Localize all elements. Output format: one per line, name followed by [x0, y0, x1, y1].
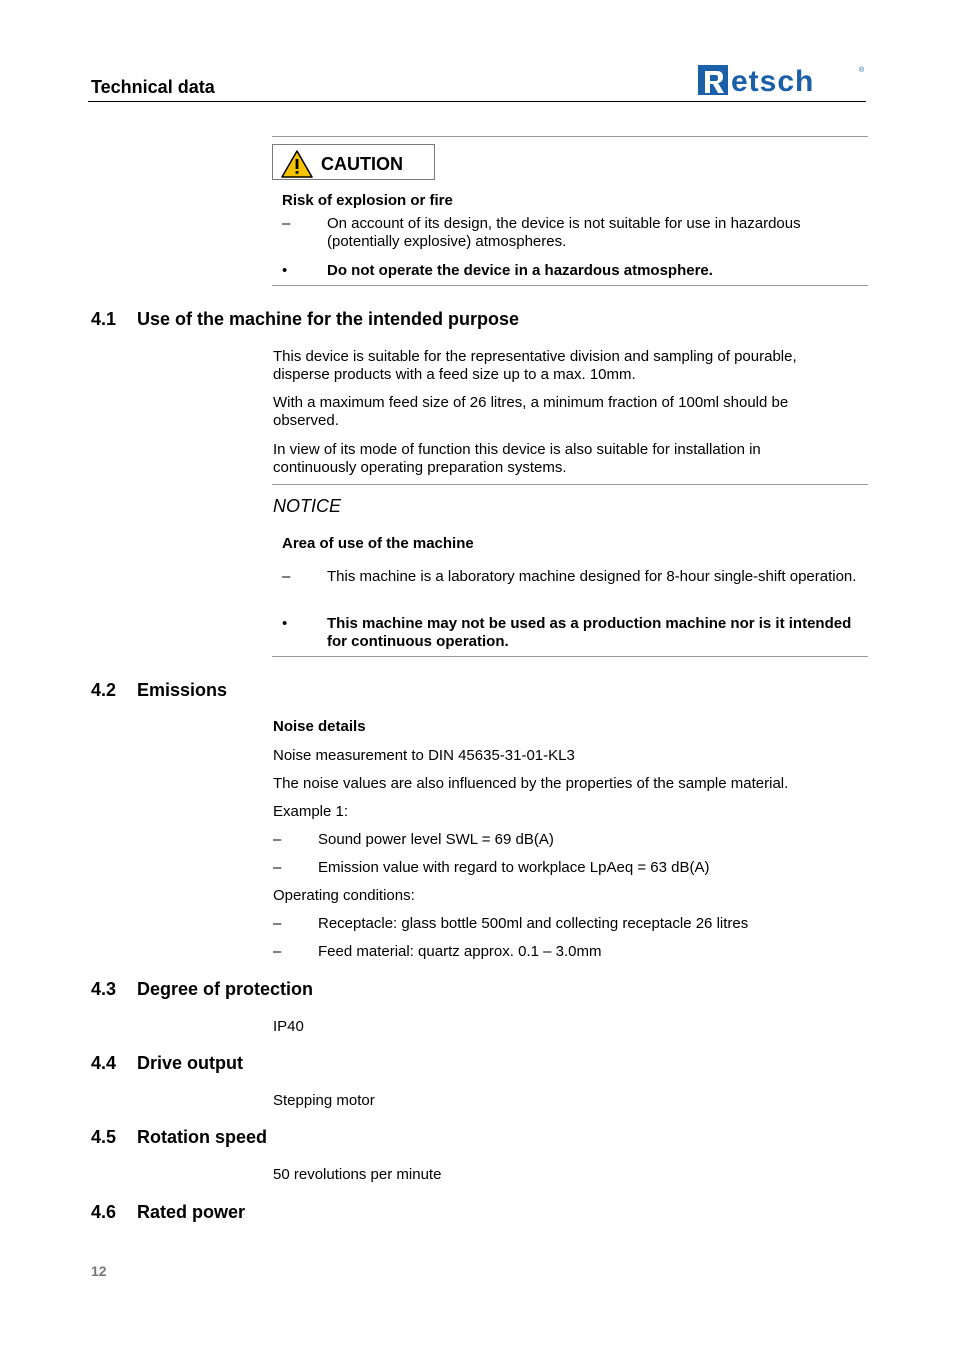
list-item: Receptacle: glass bottle 500ml and collecting receptacle 26 litres — [318, 915, 749, 932]
notice-bottom-rule — [272, 656, 868, 657]
caution-bottom-rule — [272, 285, 868, 286]
list-item: Emission value with regard to workplace LpAeq = 63 dB(A) — [318, 859, 710, 876]
caution-item-text: On account of its design, the device is not suitable for use in hazardous (potentially explosive) atmospheres. — [327, 215, 801, 250]
warning-triangle-icon — [281, 150, 313, 178]
section-4-2-heading — [91, 680, 691, 702]
caution-box — [272, 144, 435, 180]
section-number: 4.6 — [91, 1202, 117, 1222]
section-4-3-heading — [91, 979, 691, 1001]
notice-label: NOTICE — [273, 496, 342, 516]
section-4-4-heading — [91, 1053, 691, 1075]
section-title: Use of the machine for the intended purpose — [137, 309, 520, 329]
notice-bullet: • — [282, 615, 288, 632]
drive-output-value: Stepping motor — [273, 1092, 375, 1109]
list-dash: – — [273, 831, 282, 848]
list-item: Feed material: quartz approx. 0.1 – 3.0mm — [318, 943, 602, 960]
section-4-6-heading — [91, 1202, 691, 1224]
caution-label: CAUTION — [321, 154, 403, 174]
section-number: 4.2 — [91, 680, 117, 700]
caution-bullet-text: Do not operate the device in a hazardous atmosphere. — [327, 262, 713, 279]
section-number: 4.1 — [91, 309, 117, 329]
paragraph: In view of its mode of function this device is also suitable for installation in continuously operating preparation systems. — [273, 441, 761, 476]
rotation-speed-value: 50 revolutions per minute — [273, 1166, 442, 1183]
page-header-title: Technical data — [91, 77, 215, 97]
section-title: Rated power — [137, 1202, 246, 1222]
page-number: 12 — [91, 1263, 107, 1279]
list-dash: – — [273, 915, 282, 932]
section-title: Degree of protection — [137, 979, 314, 999]
notice-heading: Area of use of the machine — [282, 535, 474, 552]
section-number: 4.3 — [91, 979, 117, 999]
caution-heading: Risk of explosion or fire — [282, 192, 453, 209]
section-number: 4.4 — [91, 1053, 117, 1073]
example-label: Example 1: — [273, 803, 349, 820]
section-number: 4.5 — [91, 1127, 117, 1147]
list-item: Sound power level SWL = 69 dB(A) — [318, 831, 554, 848]
svg-text:®: ® — [859, 67, 865, 74]
section-4-1-heading — [91, 309, 691, 331]
list-dash: – — [273, 943, 282, 960]
section-title: Rotation speed — [137, 1127, 268, 1147]
paragraph: With a maximum feed size of 26 litres, a minimum fraction of 100ml should be observed. — [273, 394, 789, 429]
section-4-5-heading — [91, 1127, 691, 1149]
list-dash: – — [273, 859, 282, 876]
header-rule — [88, 101, 866, 102]
section-title: Emissions — [137, 680, 228, 700]
caution-bullet: • — [282, 262, 288, 279]
section-title: Drive output — [137, 1053, 243, 1073]
notice-top-rule — [272, 484, 868, 485]
notice-item-text: This machine is a laboratory machine designed for 8-hour single-shift operation. — [327, 568, 857, 585]
caution-dash: – — [282, 215, 291, 232]
noise-measurement: Noise measurement to DIN 45635-31-01-KL3 — [273, 747, 575, 764]
protection-value: IP40 — [273, 1018, 304, 1035]
caution-top-rule — [272, 136, 868, 137]
noise-influence: The noise values are also influenced by the properties of the sample material. — [273, 775, 789, 792]
conditions-label: Operating conditions: — [273, 887, 415, 904]
retsch-logo — [697, 63, 865, 97]
noise-heading: Noise details — [273, 718, 366, 735]
notice-dash: – — [282, 568, 291, 585]
paragraph: This device is suitable for the representative division and sampling of pourable, disperse products with a feed size up to a max. 10mm. — [273, 348, 797, 383]
svg-text:etsch: etsch — [731, 65, 815, 97]
notice-bullet-text: This machine may not be used as a production machine nor is it intended for continuous operation. — [327, 615, 852, 650]
